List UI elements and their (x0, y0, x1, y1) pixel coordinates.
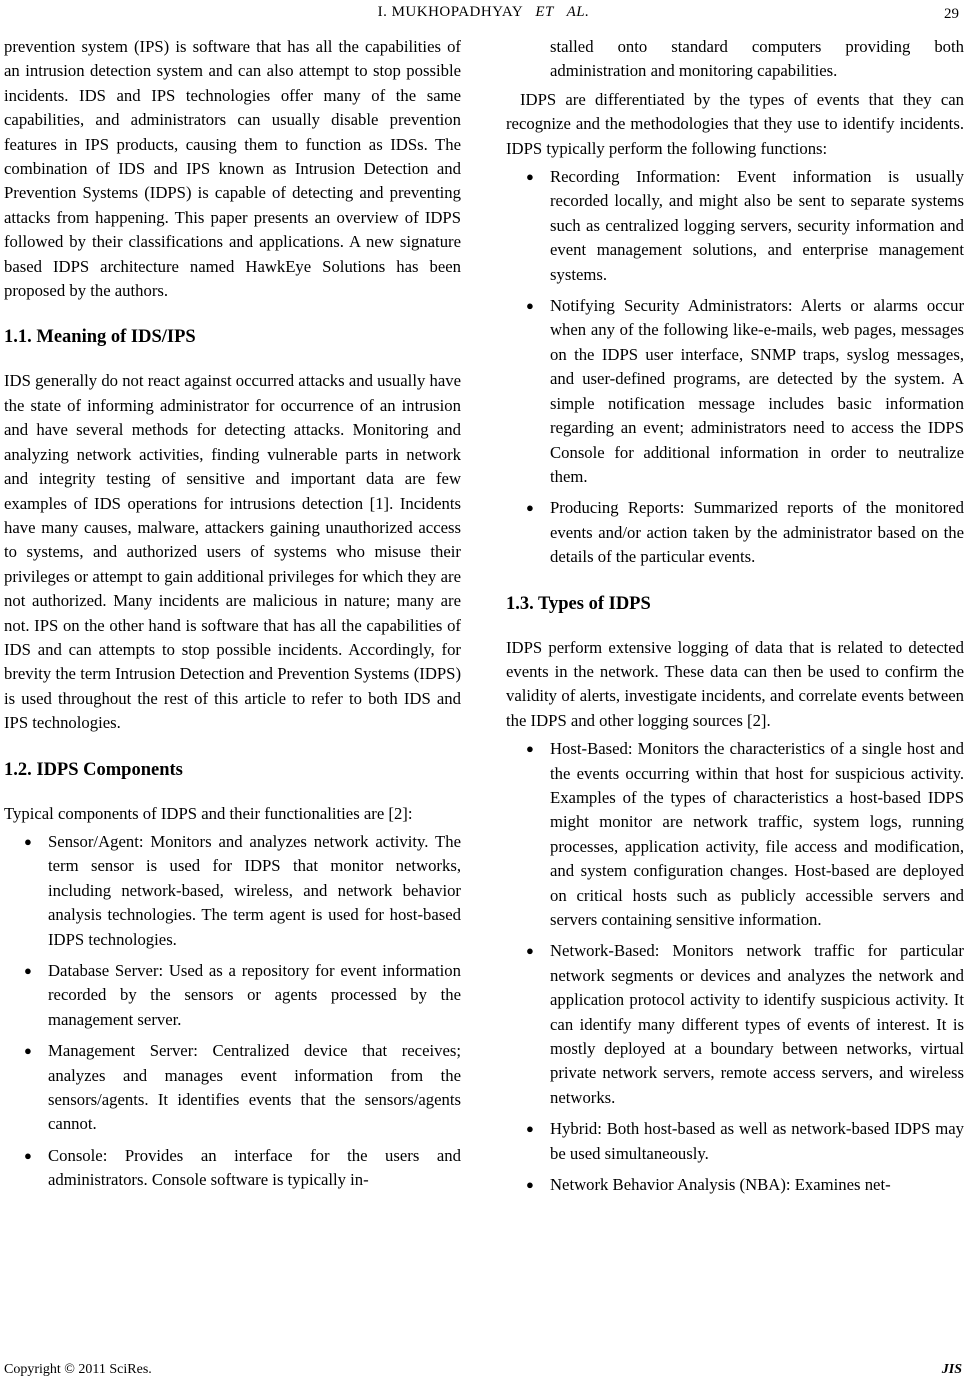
type-hybrid: Hybrid: Both host-based as well as network-based IDPS may be used simultaneously. (550, 1119, 964, 1163)
list-item (506, 165, 964, 287)
list-item (4, 959, 461, 1032)
bullet-icon: ● (526, 741, 534, 757)
list-item (506, 1173, 964, 1197)
header-author: I. MUKHOPADHYAY (377, 4, 523, 20)
components-list (4, 830, 461, 1193)
function-notifying-administrators: Notifying Security Administrators: Alerts or alarms occur when any of the following like-e-mails, web pages, messages on the IDPS user interface, SNMP traps, syslog messages, and user-defined programs, are detected by the system. A simple notification message includes basic information regarding an event; administrators need to access the IDPS Console for additional information in order to neutralize them. (550, 296, 964, 486)
bullet-icon: ● (24, 833, 32, 849)
page-number: 29 (944, 6, 959, 22)
list-item (4, 1144, 461, 1193)
intro-paragraph: prevention system (IPS) is software that has all the capabilities of an intrusion detection system and can also attempt to stop possible incidents. IDS and IPS technologies offer many of the same capabilities, and administrators can usually disable prevention features in IPS products, causing them to function as IDSs. The combination of IDS and IPS known as Intrusion Detection and Prevention Systems (IDPS) is capable of detecting and preventing attacks from happening. This paper presents an overview of IDPS followed by their classifications and applications. A new signature based IDPS architecture named HawkEye Solutions has been proposed by the authors. (4, 37, 461, 301)
bullet-icon: ● (526, 169, 534, 185)
bullet-icon: ● (526, 1121, 534, 1137)
running-head (0, 4, 967, 21)
left-column (4, 35, 461, 1200)
type-host-based: Host-Based: Monitors the characteristics of a single host and the events occurring within that host for suspicious activity. Examples of the types of characteristics a host-based IDPS might monitor are network traffic, system logs, running processes, application activity, file access and modification, and system configuration changes. Host-based are deployed on critical hosts such as publicly accessible servers and servers containing sensitive information. (550, 739, 964, 929)
section-1-2-intro: Typical components of IDPS and their functionalities are [2]: (4, 803, 413, 823)
bullet-icon: ● (526, 943, 534, 959)
list-item (506, 294, 964, 489)
component-database-server: Database Server: Used as a repository for event information recorded by the sensors or agents processed by the management server. (48, 961, 461, 1029)
types-list (506, 737, 964, 1197)
footer-journal: JIS (941, 1362, 962, 1377)
list-item (506, 1117, 964, 1166)
function-producing-reports: Producing Reports: Summarized reports of the monitored events and/or action taken by the administrator based on the details of the particular events. (550, 498, 964, 567)
list-item (506, 939, 964, 1110)
bullet-icon: ● (526, 298, 534, 314)
section-1-2-heading: 1.2. IDPS Components (4, 759, 183, 780)
type-network-based: Network-Based: Monitors network traffic for particular network segments or devices and analyzes the network and application protocol activity to identify suspicious activity. It can identify many different types of events of interest. It is mostly deployed at a boundary between networks, virtual private network servers, remote access servers, and wireless networks. (550, 941, 964, 1107)
list-item (4, 830, 461, 952)
bullet-icon: ● (24, 963, 32, 978)
type-network-behavior-analysis: Network Behavior Analysis (NBA): Examines net- (550, 1175, 891, 1195)
bullet-icon: ● (24, 1043, 32, 1059)
functions-intro: IDPS are differentiated by the types of events that they can recognize and the methodologies that they use to identify incidents. IDPS typically perform the following functions: (506, 89, 964, 158)
list-item (506, 737, 964, 932)
component-console: Console: Provides an interface for the users and administrators. Console software is typically in- (48, 1145, 461, 1190)
section-1-3-paragraph: IDPS perform extensive logging of data that is related to detected events in the network. These data can then be used to confirm the validity of alerts, investigate incidents, and correlate events between the IDPS and other logging sources [2]. (506, 637, 964, 730)
console-continuation: stalled onto standard computers providing both administration and monitoring capabilities. (550, 37, 964, 81)
component-sensor-agent: Sensor/Agent: Monitors and analyzes network activity. The term sensor is used for IDPS that monitor networks, including network-based, wireless, and network behavior analysis technologies. The term agent is used for host-based IDPS technologies. (48, 831, 461, 949)
bullet-icon: ● (526, 500, 534, 516)
header-et: ET (535, 4, 554, 20)
section-1-3-heading: 1.3. Types of IDPS (506, 593, 651, 614)
list-item (506, 496, 964, 569)
functions-list (506, 165, 964, 570)
function-recording-information: Recording Information: Event information is usually recorded locally, and might also be sent to separate systems such as centralized logging servers, security information and event management solutions, and enterprise management systems. (550, 167, 964, 284)
component-management-server: Management Server: Centralized device that receives; analyzes and manages event information from the sensors/agents. It identifies events that the sensors/agents cannot. (48, 1041, 461, 1134)
bullet-icon: ● (526, 1177, 534, 1193)
list-item (4, 1039, 461, 1137)
section-1-1-paragraph: IDS generally do not react against occurred attacks and usually have the state of informing administrator for occurrence of an intrusion and have several methods for detecting attacks. Monitoring and analyzing network activities, finding vulnerable parts in network and integrity testing of sensitive and important data are few examples of IDS operations for intrusions detection [1]. Incidents have many causes, malware, attackers gaining unauthorized access to systems, and authorized users of systems who misuse their privileges or attempt to gain additional privileges for which they are not authorized. Many incidents are malicious in nature; many are not. IPS on the other hand is software that has all the capabilities of IDS and can attempts to stop possible incidents. Accordingly, for brevity the term Intrusion Detection and Prevention Systems (IDPS) is used throughout the rest of this article to refer to both IDS and IPS technologies. (4, 371, 461, 733)
right-column (506, 35, 964, 1204)
header-al: AL. (566, 4, 590, 20)
section-1-1-heading: 1.1. Meaning of IDS/IPS (4, 327, 196, 348)
bullet-icon: ● (24, 1147, 32, 1163)
footer-copyright: Copyright © 2011 SciRes. (4, 1362, 152, 1377)
